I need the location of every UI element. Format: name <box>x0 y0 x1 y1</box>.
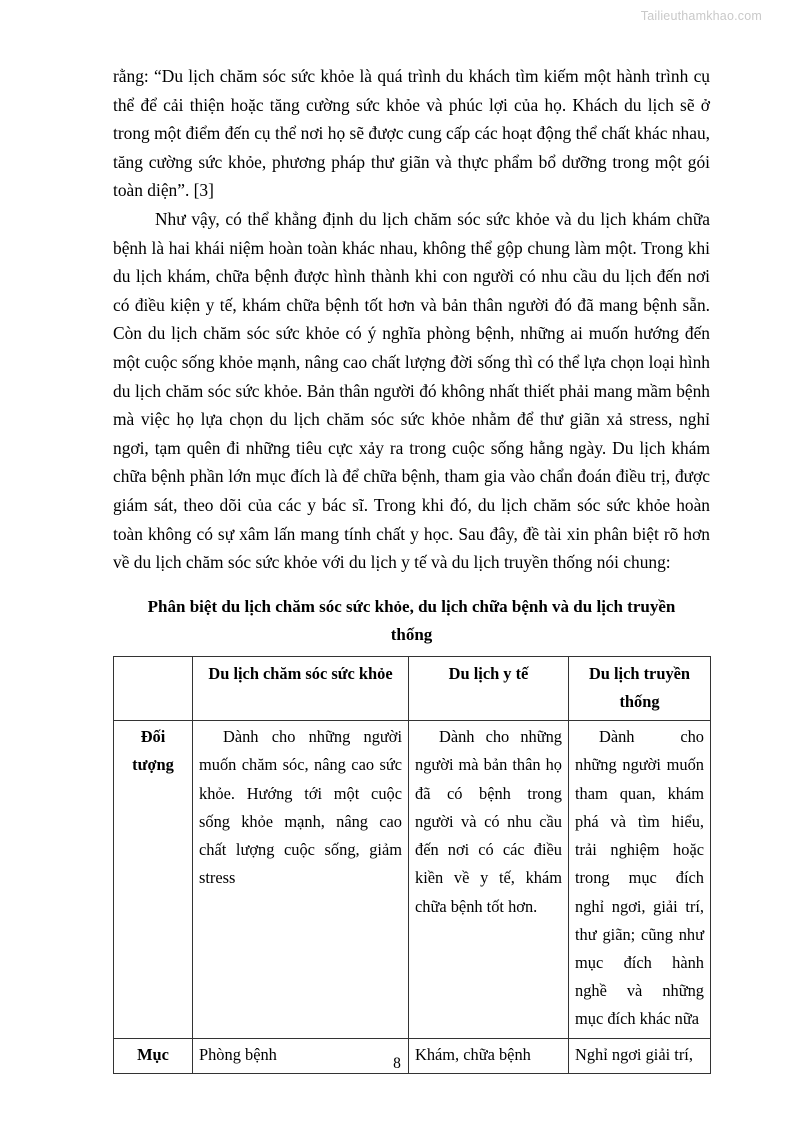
site-watermark: Tailieuthamkhao.com <box>640 9 762 23</box>
table-header-traditional: Du lịch truyền thống <box>569 656 711 720</box>
table-header-row <box>114 656 711 720</box>
table-header-blank <box>114 656 193 720</box>
table-header-medical: Du lịch y tế <box>409 656 569 720</box>
comparison-table <box>113 656 711 1074</box>
cell-muc-wellness: Phòng bệnh <box>193 1038 409 1073</box>
paragraph-quote: rằng: “Du lịch chăm sóc sức khỏe là quá trình du khách tìm kiếm một hành trình cụ thể để cải thiện hoặc tăng cường sức khỏe và phúc lợi của họ. Khách du lịch sẽ ở trong một điểm đến cụ thể nơi họ sẽ được cung cấp các hoạt động thể chất khác nhau, tăng cường sức khỏe, phương pháp thư giãn và thực phẩm bổ dưỡng trong một gói toàn diện”. [3] <box>113 66 710 201</box>
row-label-muc: Mục <box>114 1038 193 1073</box>
table-caption: Phân biệt du lịch chăm sóc sức khỏe, du lịch chữa bệnh và du lịch truyền thống <box>147 596 676 645</box>
table-header-wellness: Du lịch chăm sóc sức khỏe <box>193 656 409 720</box>
cell-doituong-traditional: Dành cho những người muốn tham quan, khám phá và tìm hiểu, trải nghiệm hoặc trong mục đích nghỉ ngơi, giải trí, thư giãn; cũng như mục đích hành nghề và những mục đích khác nữa <box>569 721 711 1038</box>
row-label-doituong: Đối tượng <box>114 721 193 1038</box>
cell-muc-traditional: Nghỉ ngơi giải trí, <box>569 1038 711 1073</box>
table-row <box>114 721 711 1038</box>
paragraph-analysis: Như vậy, có thể khẳng định du lịch chăm sóc sức khỏe và du lịch khám chữa bệnh là hai khái niệm hoàn toàn khác nhau, không thể gộp chung làm một. Trong khi du lịch khám, chữa bệnh được hình thành khi con người có nhu cầu du lịch đến nơi có điều kiện y tế, khám chữa bệnh tốt hơn và bản thân người đó đã mang bệnh sẵn. Còn du lịch chăm sóc sức khỏe có ý nghĩa phòng bệnh, những ai muốn hướng đến một cuộc sống khỏe mạnh, nâng cao chất lượng đời sống thì có thể lựa chọn loại hình du lịch chăm sóc sức khỏe. Bản thân người đó không nhất thiết phải mang mầm bệnh mà việc họ lựa chọn du lịch chăm sóc sức khỏe nhằm để thư giãn xả stress, nghỉ ngơi, tạm quên đi những tiêu cực xảy ra trong cuộc sống hằng ngày. Du lịch khám chữa bệnh phần lớn mục đích là để chữa bệnh, tham gia vào chẩn đoán điều trị, được giám sát, theo dõi của các y bác sĩ. Trong khi đó, du lịch chăm sóc sức khỏe hoàn toàn không có sự xâm lấn mang tính chất y học. Sau đây, đề tài xin phân biệt rõ hơn về du lịch chăm sóc sức khỏe với du lịch y tế và du lịch truyền thống nói chung: <box>113 208 710 573</box>
page-number: 8 <box>393 1055 401 1072</box>
document-page <box>113 62 710 1074</box>
cell-doituong-wellness: Dành cho những người muốn chăm sóc, nâng cao sức khỏe. Hướng tới một cuộc sống khỏe mạnh, nâng cao chất lượng cuộc sống, giảm stress <box>193 721 409 1038</box>
cell-muc-medical: Khám, chữa bệnh <box>409 1038 569 1073</box>
cell-doituong-medical: Dành cho những người mà bản thân họ đã có bệnh trong người và có nhu cầu đến nơi có các điều kiền về y tế, khám chữa bệnh tốt hơn. <box>409 721 569 1038</box>
